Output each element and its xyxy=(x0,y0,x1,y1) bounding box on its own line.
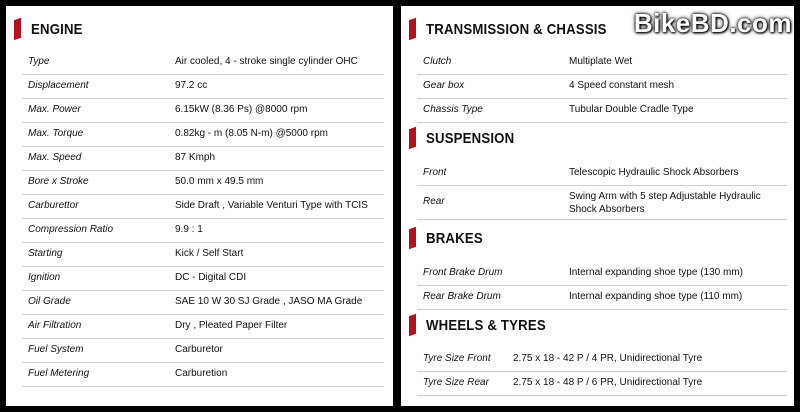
spec-value: Multiplate Wet xyxy=(569,56,633,67)
spec-label: Fuel System xyxy=(28,344,84,355)
spec-value: Carburetor xyxy=(175,344,223,355)
spec-label: Displacement xyxy=(28,80,89,91)
spec-row xyxy=(22,170,384,195)
spec-label: Type xyxy=(28,56,50,67)
spec-value: 9.9 : 1 xyxy=(175,224,203,235)
section-marker-icon xyxy=(409,227,416,250)
spec-row xyxy=(417,50,787,75)
spec-row xyxy=(417,74,787,99)
spec-value: DC - Digital CDI xyxy=(175,272,247,283)
section-marker-icon xyxy=(409,18,416,41)
spec-value: SAE 10 W 30 SJ Grade , JASO MA Grade xyxy=(175,296,363,307)
spec-value: Swing Arm with 5 step Adjustable Hydraulic Shock Absorbers xyxy=(569,191,761,215)
transmission-title: TRANSMISSION & CHASSIS xyxy=(426,20,607,38)
spec-label: Fuel Metering xyxy=(28,368,90,379)
suspension-section-header xyxy=(401,124,526,152)
spec-row xyxy=(22,362,384,387)
engine-panel xyxy=(6,6,393,406)
spec-row xyxy=(22,74,384,99)
spec-row xyxy=(417,185,787,220)
spec-label: Carburettor xyxy=(28,200,79,211)
spec-label: Tyre Size Front xyxy=(423,353,491,364)
spec-label: Oil Grade xyxy=(28,296,71,307)
spec-label: Rear xyxy=(423,196,445,207)
spec-label: Bore x Stroke xyxy=(28,176,89,187)
spec-row xyxy=(22,338,384,363)
spec-label: Clutch xyxy=(423,56,452,67)
spec-row xyxy=(22,314,384,339)
spec-value: 2.75 x 18 - 42 P / 4 PR, Unidirectional Tyre xyxy=(513,353,703,364)
wheels-title: WHEELS & TYRES xyxy=(426,316,546,334)
spec-label: Max. Speed xyxy=(28,152,82,163)
spec-row xyxy=(22,242,384,267)
spec-label: Max. Torque xyxy=(28,128,84,139)
spec-value: 2.75 x 18 - 48 P / 6 PR, Unidirectional Tyre xyxy=(513,377,703,388)
spec-value: 6.15kW (8.36 Ps) @8000 rpm xyxy=(175,104,308,115)
spec-value: Air cooled, 4 - stroke single cylinder OHC xyxy=(175,56,358,67)
specs-panel xyxy=(401,6,794,406)
spec-label: Front Brake Drum xyxy=(423,267,503,278)
section-marker-icon xyxy=(409,127,416,150)
spec-label: Ignition xyxy=(28,272,61,283)
spec-label: Compression Ratio xyxy=(28,224,114,235)
spec-row xyxy=(22,50,384,75)
section-marker-icon xyxy=(409,314,416,337)
spec-value: Tubular Double Cradle Type xyxy=(569,104,694,115)
spec-label: Gear box xyxy=(423,80,465,91)
spec-value: Kick / Self Start xyxy=(175,248,244,259)
spec-row xyxy=(22,194,384,219)
spec-label: Tyre Size Rear xyxy=(423,377,489,388)
spec-label: Rear Brake Drum xyxy=(423,291,501,302)
spec-value: Carburetion xyxy=(175,368,228,379)
spec-row xyxy=(22,290,384,315)
spec-row xyxy=(417,347,787,372)
spec-value: 4 Speed constant mesh xyxy=(569,80,675,91)
spec-value: 0.82kg - m (8.05 N-m) @5000 rpm xyxy=(175,128,328,139)
spec-row xyxy=(22,146,384,171)
spec-value: Telescopic Hydraulic Shock Absorbers xyxy=(569,167,739,178)
spec-value: Internal expanding shoe type (110 mm) xyxy=(569,291,743,302)
spec-value: Side Draft , Variable Venturi Type with TCIS xyxy=(175,200,368,211)
wheels-section-header xyxy=(401,311,562,339)
suspension-title: SUSPENSION xyxy=(426,129,515,147)
spec-value: Dry , Pleated Paper Filter xyxy=(175,320,288,331)
spec-label: Air Filtration xyxy=(28,320,82,331)
spec-row xyxy=(22,266,384,291)
spec-label: Max. Power xyxy=(28,104,81,115)
spec-value: 97.2 cc xyxy=(175,80,208,91)
spec-value: 87 Kmph xyxy=(175,152,216,163)
engine-title: ENGINE xyxy=(31,20,83,38)
engine-section-header xyxy=(6,15,90,43)
spec-row xyxy=(417,285,787,310)
spec-row xyxy=(22,218,384,243)
spec-row xyxy=(417,261,787,286)
transmission-section-header xyxy=(401,15,631,43)
bikebd-logo: BikeBD.com xyxy=(633,8,792,38)
spec-row xyxy=(22,122,384,147)
spec-row xyxy=(22,98,384,123)
section-marker-icon xyxy=(14,18,21,41)
brakes-title: BRAKES xyxy=(426,229,483,247)
spec-value: Internal expanding shoe type (130 mm) xyxy=(569,267,743,278)
spec-label: Front xyxy=(423,167,447,178)
spec-row xyxy=(417,161,787,186)
spec-label: Starting xyxy=(28,248,63,259)
spec-row xyxy=(417,98,787,123)
spec-row xyxy=(417,371,787,396)
brakes-section-header xyxy=(401,224,491,252)
spec-label: Chassis Type xyxy=(423,104,483,115)
spec-value: 50.0 mm x 49.5 mm xyxy=(175,176,264,187)
